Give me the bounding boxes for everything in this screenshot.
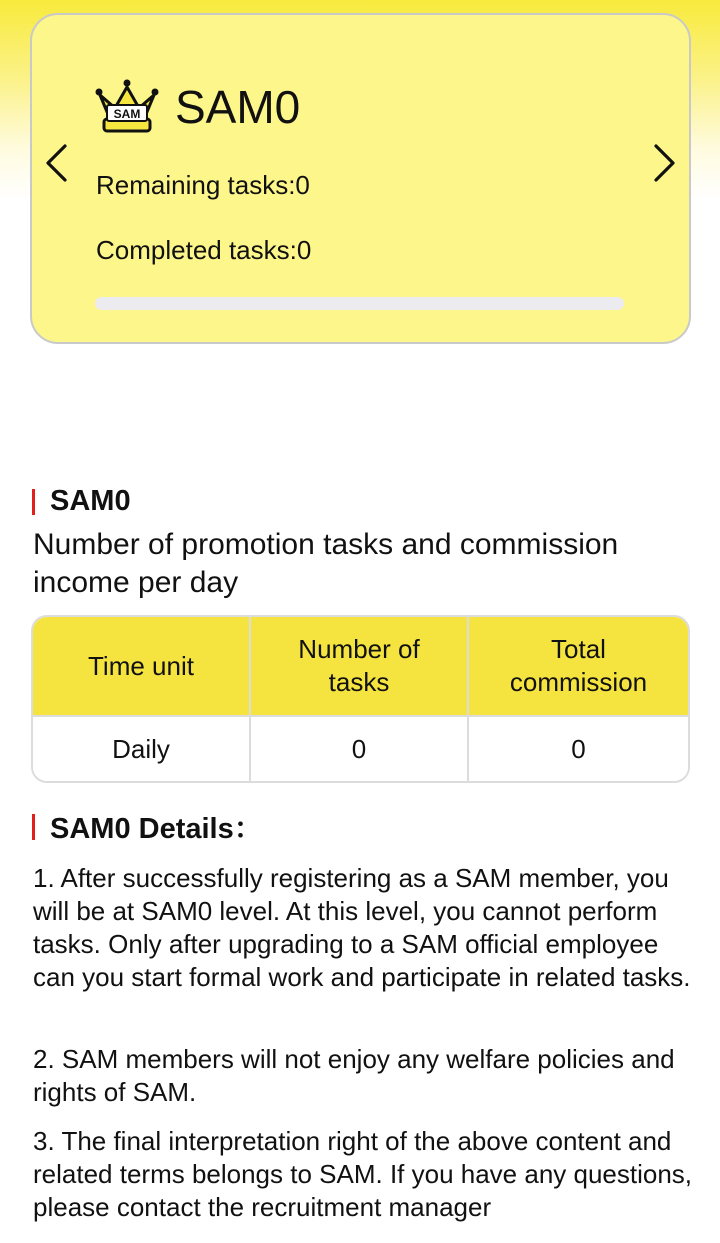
section-accent-bar bbox=[32, 814, 35, 840]
table-header-number-of-tasks: Number of tasks bbox=[251, 617, 469, 717]
table-header-time-unit: Time unit bbox=[33, 617, 251, 717]
commission-table bbox=[31, 615, 690, 783]
section-subtitle: Number of promotion tasks and commission income per day bbox=[33, 528, 619, 599]
level-name: SAM0 bbox=[175, 81, 301, 133]
section-title-level bbox=[32, 485, 131, 518]
details-paragraph: 2. SAM members will not enjoy any welfare policies and rights of SAM. bbox=[33, 1044, 675, 1107]
table-header-total-commission: Total commission bbox=[469, 617, 688, 717]
completed-tasks: Completed tasks:0 bbox=[96, 235, 312, 265]
next-level-button[interactable] bbox=[645, 138, 685, 188]
details-paragraph: 1. After successfully registering as a SAM member, you will be at SAM0 level. At this level, you cannot perform tasks. Only after upgrading to a SAM official employee can you start formal work and participate in related tasks. bbox=[33, 863, 691, 992]
section-title-text: SAM0 Details： bbox=[50, 813, 263, 845]
crown-badge-text: SAM bbox=[113, 107, 141, 121]
table-cell-number-of-tasks: 0 bbox=[251, 717, 469, 781]
section-title-details bbox=[32, 806, 263, 847]
previous-level-button[interactable] bbox=[36, 138, 76, 188]
crown-icon bbox=[94, 78, 160, 136]
remaining-tasks: Remaining tasks:0 bbox=[96, 170, 310, 200]
task-progress-bar bbox=[95, 297, 624, 310]
details-paragraph: 3. The final interpretation right of the above content and related terms belongs to SAM. If you have any questions, please contact the recruitment manager bbox=[33, 1126, 693, 1222]
table-cell-total-commission: 0 bbox=[469, 717, 688, 781]
section-title-text: SAM0 bbox=[50, 485, 131, 517]
chevron-left-icon bbox=[43, 143, 69, 183]
table-cell-time-unit: Daily bbox=[33, 717, 251, 781]
section-accent-bar bbox=[32, 489, 35, 515]
chevron-right-icon bbox=[652, 143, 678, 183]
